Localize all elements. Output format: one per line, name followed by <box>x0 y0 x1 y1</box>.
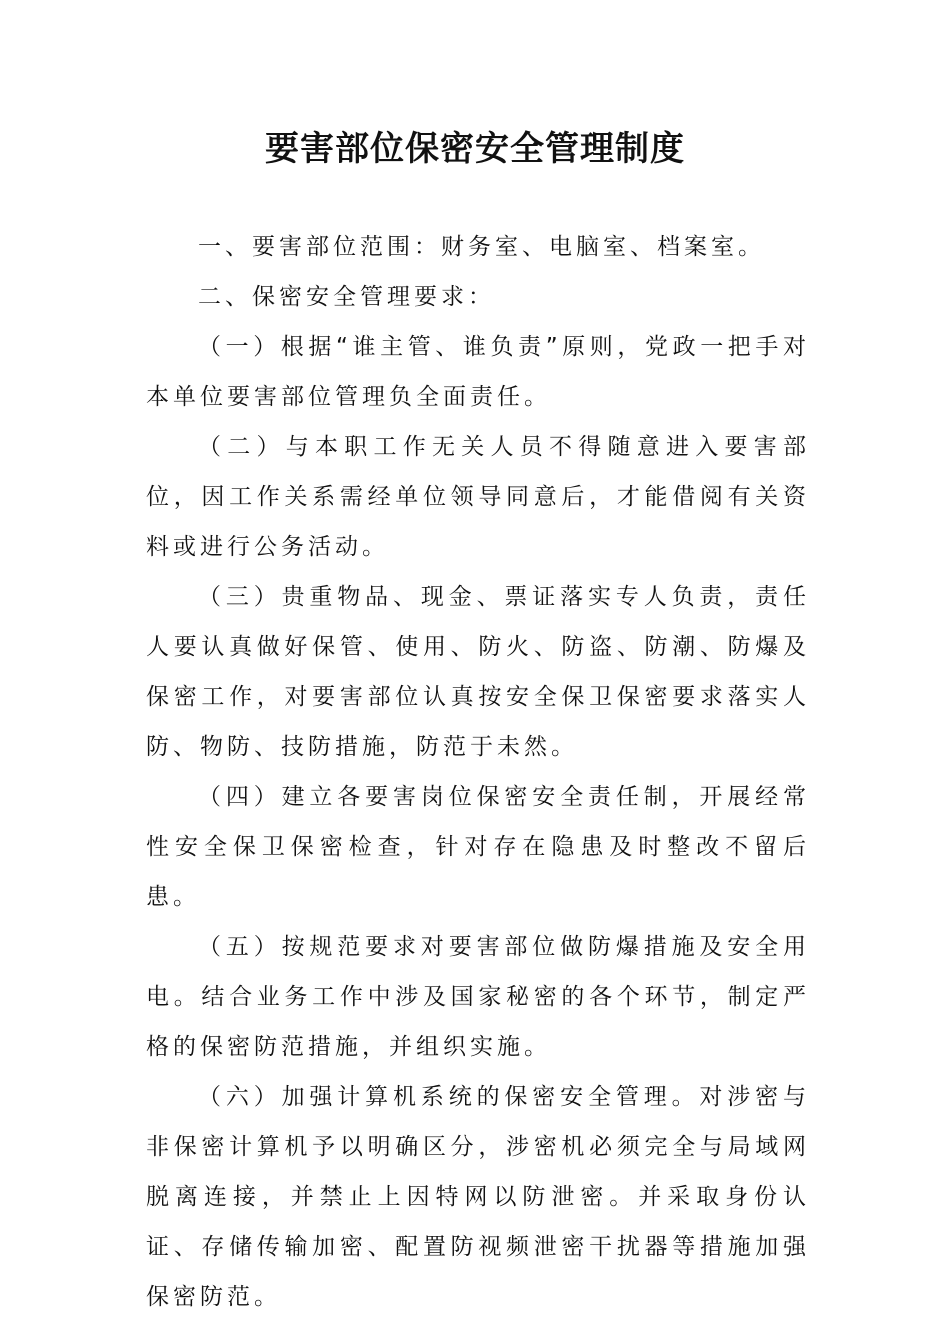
paragraph-item-2: （二）与本职工作无关人员不得随意进入要害部位，因工作关系需经单位领导同意后，才能借阅有关资料或进行公务活动。 <box>146 434 810 560</box>
paragraph-requirements-heading: 二、保密安全管理要求： <box>198 284 495 310</box>
paragraph-item-6: （六）加强计算机系统的保密安全管理。对涉密与非保密计算机予以明确区分，涉密机必须完全与局域网脱离连接，并禁止上因特网以防泄密。并采取身份认证、存储传输加密、配置防视频泄密干扰器等措施加强保密防范。 <box>146 1084 810 1310</box>
paragraph-item-1: （一）根据“谁主管、谁负责”原则，党政一把手对本单位要害部位管理负全面责任。 <box>146 334 810 410</box>
paragraph-item-3: （三）贵重物品、现金、票证落实专人负责，责任人要认真做好保管、使用、防火、防盗、防潮、防爆及保密工作，对要害部位认真按安全保卫保密要求落实人防、物防、技防措施，防范于未然。 <box>146 584 810 760</box>
document-body <box>146 222 810 1322</box>
paragraph-item-4: （四）建立各要害岗位保密安全责任制，开展经常性安全保卫保密检查，针对存在隐患及时整改不留后患。 <box>146 784 810 910</box>
paragraph-item-5: （五）按规范要求对要害部位做防爆措施及安全用电。结合业务工作中涉及国家秘密的各个环节，制定严格的保密防范措施，并组织实施。 <box>146 934 810 1060</box>
document-title: 要害部位保密安全管理制度 <box>265 129 685 169</box>
paragraph-scope: 一、要害部位范围：财务室、电脑室、档案室。 <box>198 234 765 260</box>
